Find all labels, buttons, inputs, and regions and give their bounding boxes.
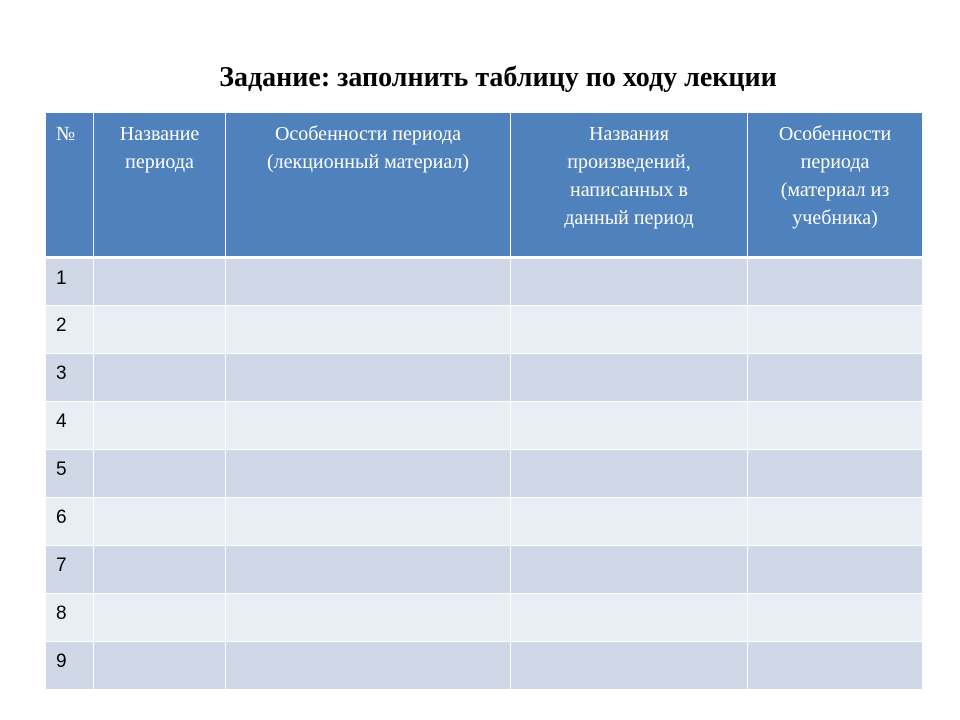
row-number: 1 bbox=[46, 258, 94, 306]
table-row bbox=[46, 306, 923, 354]
works-cell[interactable] bbox=[511, 306, 748, 354]
table-row bbox=[46, 498, 923, 546]
works-cell[interactable] bbox=[511, 354, 748, 402]
row-number: 5 bbox=[46, 450, 94, 498]
header-number-label: № bbox=[56, 123, 76, 145]
works-cell[interactable] bbox=[511, 450, 748, 498]
textbook-features-cell[interactable] bbox=[748, 450, 923, 498]
works-cell[interactable] bbox=[511, 594, 748, 642]
header-works bbox=[511, 113, 748, 258]
row-number: 2 bbox=[46, 306, 94, 354]
works-cell[interactable] bbox=[511, 546, 748, 594]
header-row bbox=[46, 113, 923, 258]
lecture-table bbox=[45, 112, 923, 690]
table-row bbox=[46, 642, 923, 690]
textbook-features-cell[interactable] bbox=[748, 594, 923, 642]
table-row bbox=[46, 258, 923, 306]
row-number: 3 bbox=[46, 354, 94, 402]
row-number: 7 bbox=[46, 546, 94, 594]
period-name-cell[interactable] bbox=[94, 306, 226, 354]
period-name-cell[interactable] bbox=[94, 450, 226, 498]
lecture-features-cell[interactable] bbox=[226, 354, 511, 402]
table-row bbox=[46, 450, 923, 498]
textbook-features-cell[interactable] bbox=[748, 498, 923, 546]
period-name-cell[interactable] bbox=[94, 258, 226, 306]
lecture-features-cell[interactable] bbox=[226, 642, 511, 690]
period-name-cell[interactable] bbox=[94, 642, 226, 690]
row-number: 6 bbox=[46, 498, 94, 546]
textbook-features-cell[interactable] bbox=[748, 642, 923, 690]
works-cell[interactable] bbox=[511, 402, 748, 450]
period-name-cell[interactable] bbox=[94, 498, 226, 546]
table-row bbox=[46, 594, 923, 642]
row-number: 4 bbox=[46, 402, 94, 450]
header-works-label: Названия произведений, написанных в данный период bbox=[564, 123, 694, 229]
textbook-features-cell[interactable] bbox=[748, 306, 923, 354]
table-row bbox=[46, 546, 923, 594]
header-lecture-features-label: Особенности периода (лекционный материал) bbox=[266, 123, 470, 173]
lecture-features-cell[interactable] bbox=[226, 402, 511, 450]
textbook-features-cell[interactable] bbox=[748, 258, 923, 306]
header-lecture-features bbox=[226, 113, 511, 258]
lecture-features-cell[interactable] bbox=[226, 306, 511, 354]
textbook-features-cell[interactable] bbox=[748, 546, 923, 594]
period-name-cell[interactable] bbox=[94, 354, 226, 402]
table-row bbox=[46, 354, 923, 402]
table-body bbox=[46, 258, 923, 690]
works-cell[interactable] bbox=[511, 498, 748, 546]
table-row bbox=[46, 402, 923, 450]
works-cell[interactable] bbox=[511, 258, 748, 306]
header-textbook-features bbox=[748, 113, 923, 258]
works-cell[interactable] bbox=[511, 642, 748, 690]
row-number: 9 bbox=[46, 642, 94, 690]
period-name-cell[interactable] bbox=[94, 594, 226, 642]
lecture-features-cell[interactable] bbox=[226, 498, 511, 546]
table-header bbox=[46, 113, 923, 258]
lecture-features-cell[interactable] bbox=[226, 546, 511, 594]
header-number bbox=[46, 113, 94, 258]
textbook-features-cell[interactable] bbox=[748, 354, 923, 402]
row-number: 8 bbox=[46, 594, 94, 642]
lecture-features-cell[interactable] bbox=[226, 594, 511, 642]
header-period-name bbox=[94, 113, 226, 258]
textbook-features-cell[interactable] bbox=[748, 402, 923, 450]
slide-title: Задание: заполнить таблицу по ходу лекции bbox=[219, 62, 777, 93]
lecture-features-cell[interactable] bbox=[226, 258, 511, 306]
period-name-cell[interactable] bbox=[94, 402, 226, 450]
period-name-cell[interactable] bbox=[94, 546, 226, 594]
header-period-name-label: Название периода bbox=[119, 123, 200, 173]
lecture-features-cell[interactable] bbox=[226, 450, 511, 498]
header-textbook-features-label: Особенности периода (материал из учебника) bbox=[778, 123, 892, 229]
